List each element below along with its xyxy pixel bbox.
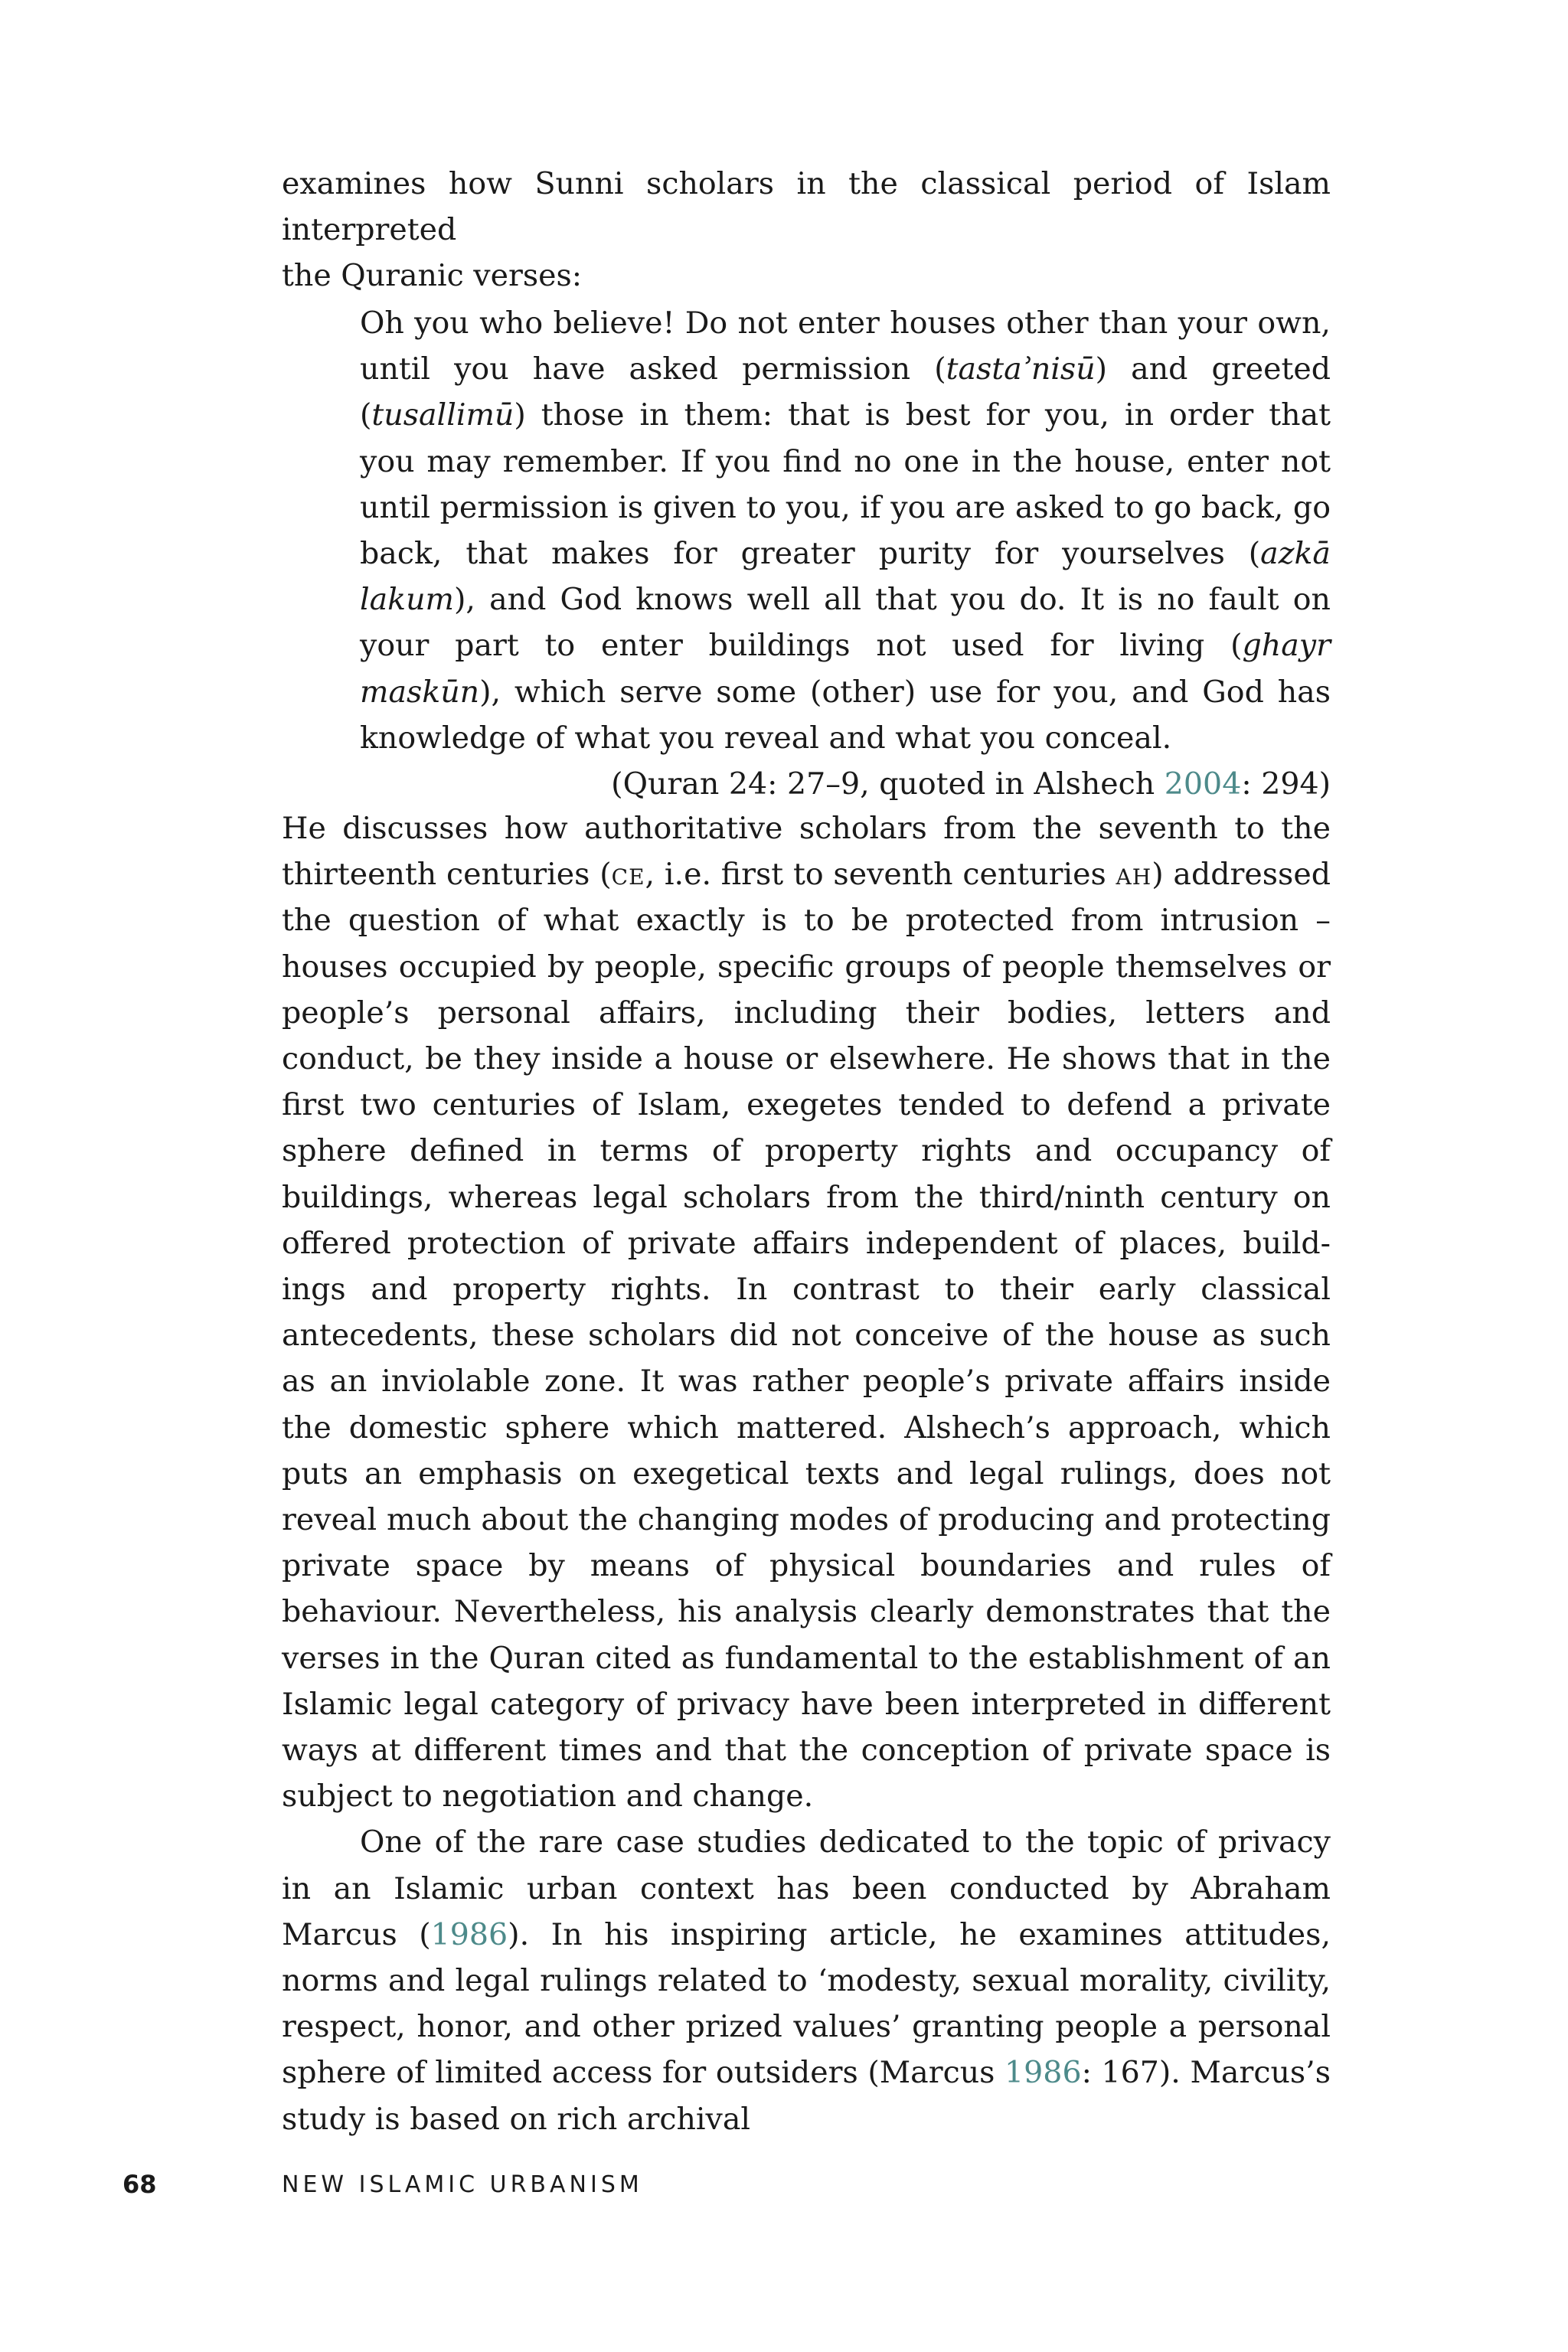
era-abbreviation: ce [611,857,645,893]
page-number: 68 [122,2170,157,2199]
transliteration-term: tastaʾnisū [946,351,1096,387]
reference-link[interactable]: 1986 [430,1916,508,1952]
transliteration-term: ghayr maskūn [360,628,1331,710]
body-text [282,805,1331,2142]
paragraph-marcus-study: One of the rare case studies dedicated to the topic of privacy in an Islamic urban context has been conducted by Abraham Marcus (1986). In his inspiring article, he examines attitudes, norms and legal rulings related to ‘modesty, sexual morality, civility, respect, honor, and other prized values’ granting people a personal sphere of limited access for outsiders (Marcus 1986: 167). Marcus’s study is based on rich archival [282,1824,1331,2137]
transliteration-term: tusallimū [371,397,514,433]
running-head: NEW ISLAMIC URBANISM [282,2171,643,2198]
transliteration-term: azkā lakum [360,536,1331,618]
reference-link[interactable]: 2004 [1164,766,1242,802]
quote-text: Oh you who believe! Do not enter houses other than your own, until you have asked permission (tastaʾnisū) and greeted (tusallimū) those in them: that is best for you, in order that you may remember. If you find no one in the house, enter not until permission is given to you, if you are asked to go back, go back, that makes for greater purity for yourselves (azkā lakum), and God knows well all that you do. It is no fault on your part to enter buildings not used for living (ghayr maskūn), which serve some (other) use for you, and God has knowledge of what you reveal and what you conceal. [360,305,1331,756]
reference-link[interactable]: 1986 [1004,2055,1082,2091]
opening-line-2: the Quranic verses: [282,258,583,294]
opening-line-1: examines how Sunni scholars in the classical period of Islam interpreted [282,166,1331,248]
era-abbreviation: ah [1116,857,1152,893]
paragraph-alshech-discussion: He discusses how authoritative scholars from the seventh to the thirteenth centuries (ce, i.e. first to seventh centuries ah) addressed the question of what exactly is to be protected from intrusion – houses occupied by people, specific groups of people themselves or people’s personal affairs, including their bodies, letters and conduct, be they inside a house or elsewhere. He shows that in the first two centuries of Islam, exegetes tended to defend a private sphere defined in terms of property rights and occupancy of buildings, whereas legal scholars from the third/ninth century on offered protection of private affairs independent of places, buildings and property rights. In contrast to their early classical antecedents, these scholars did not conceive of the house as such as an inviolable zone. It was rather people’s private affairs inside the domestic sphere which mattered. Alshech’s approach, which puts an emphasis on exegetical texts and legal rulings, does not reveal much about the changing modes of producing and protecting private space by means of physical boundaries and rules of behaviour. Nevertheless, his analysis clearly demonstrates that the verses in the Quran cited as fundamental to the establishment of an Islamic legal category of privacy have been interpreted in different ways at different times and that the conception of private space is subject to negotiation and change. [282,811,1331,1815]
opening-paragraph [282,161,1331,299]
quote-citation: (Quran 24: 27–9, quoted in Alshech 2004: 294) [611,766,1331,802]
block-quote [360,300,1331,807]
